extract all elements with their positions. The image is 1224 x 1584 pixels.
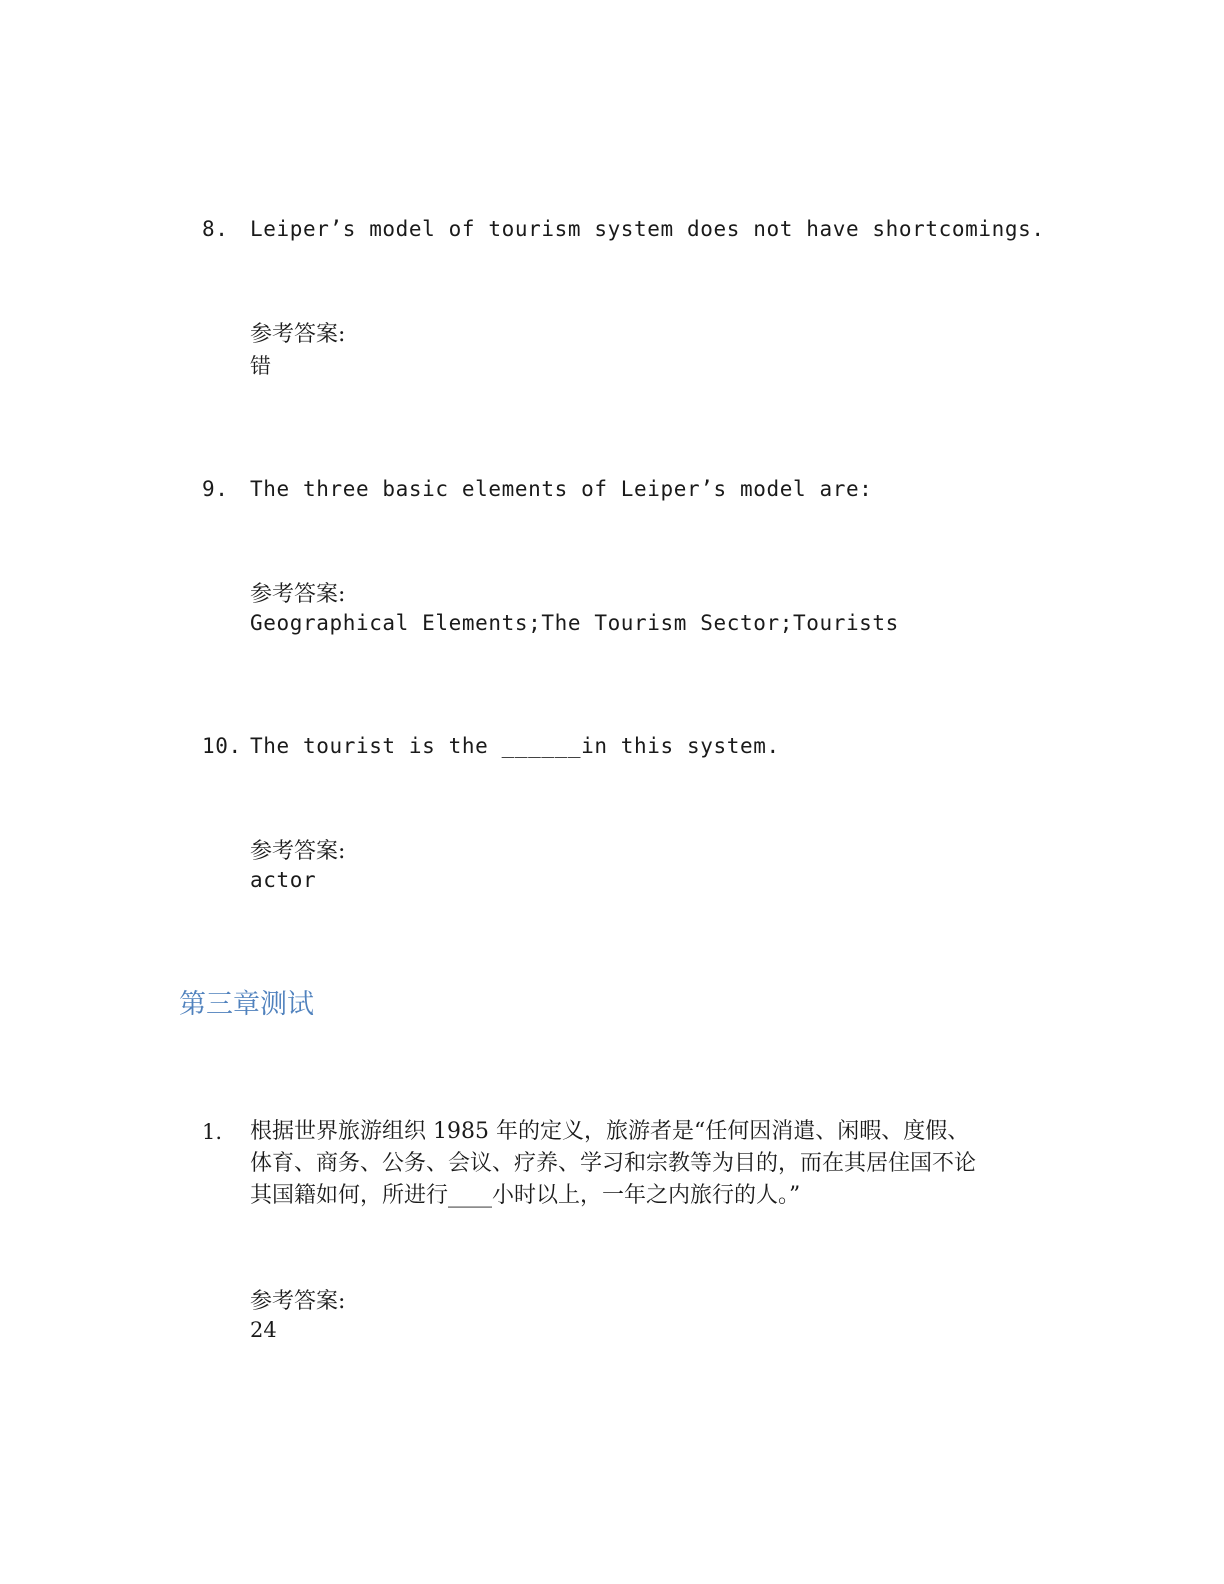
answer-value: actor (250, 868, 317, 892)
question-text: Leiper’s model of tourism system does not have shortcomings. (250, 217, 1045, 241)
question-text-line: 其国籍如何，所进行____小时以上，一年之内旅行的人。” (250, 1183, 801, 1208)
question-number: 1. (202, 1120, 223, 1144)
question-number: 10. (202, 734, 242, 758)
chapter-heading: 第三章测试 (179, 989, 314, 1020)
question-number: 9. (202, 477, 229, 501)
answer-value: 错 (250, 354, 271, 378)
answer-label: 参考答案: (250, 1289, 346, 1314)
question-number: 8. (202, 217, 229, 241)
question-text: The tourist is the ______in this system. (250, 734, 780, 758)
question-text: The three basic elements of Leiper’s model are: (250, 477, 873, 501)
answer-label: 参考答案: (250, 839, 346, 864)
answer-label: 参考答案: (250, 582, 346, 607)
answer-value: 24 (250, 1318, 277, 1342)
question-text-line: 体育、商务、公务、会议、疗养、学习和宗教等为目的，而在其居住国不论 (250, 1151, 977, 1176)
answer-value: Geographical Elements;The Tourism Sector;Tourists (250, 611, 899, 635)
question-text-line: 根据世界旅游组织 1985 年的定义，旅游者是“任何因消遣、闲暇、度假、 (250, 1119, 970, 1144)
answer-label: 参考答案: (250, 322, 346, 347)
